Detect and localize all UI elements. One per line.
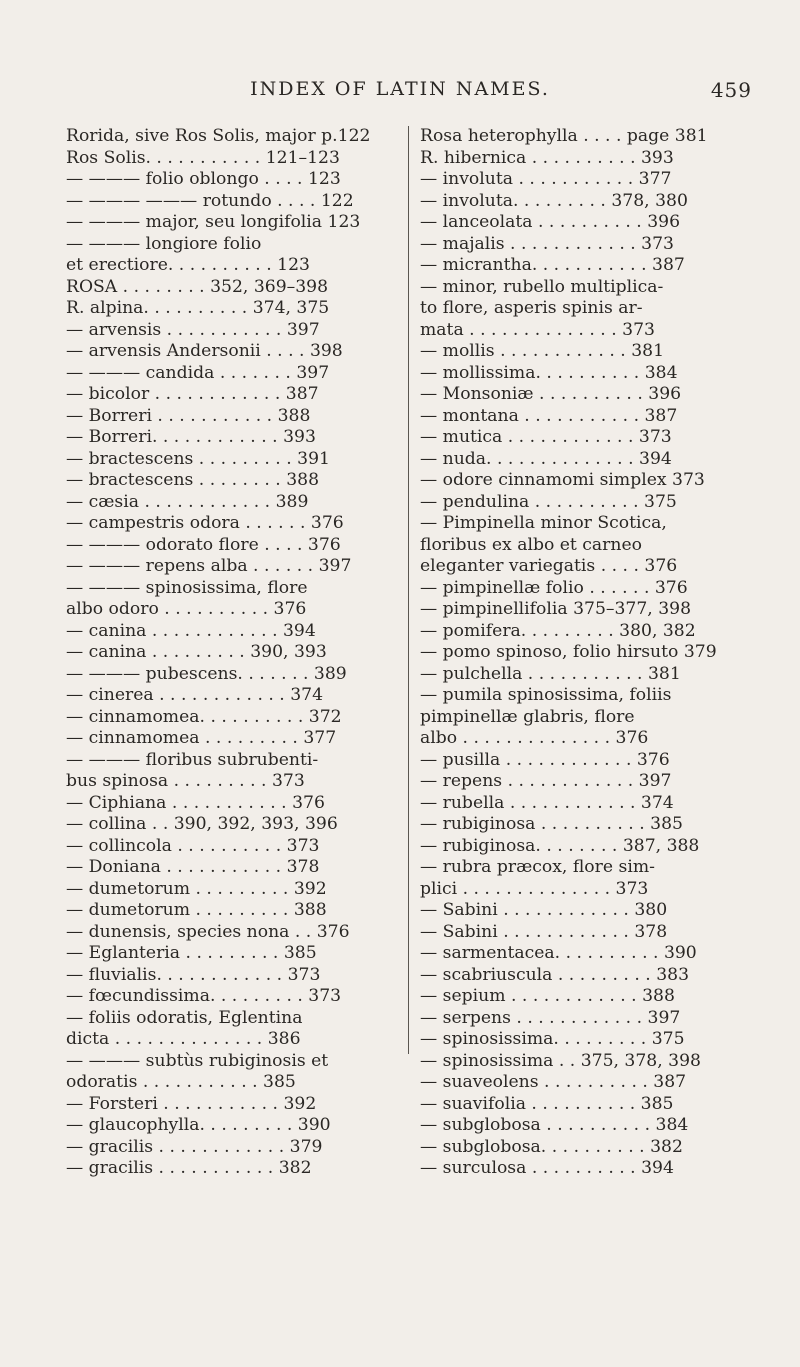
index-entry: — pendulina . . . . . . . . . . 375: [420, 491, 677, 512]
page-number: 459: [710, 78, 752, 102]
index-entry: — gracilis . . . . . . . . . . . 382: [66, 1158, 312, 1178]
index-entry: — pomifera. . . . . . . . . 380, 382: [420, 620, 696, 641]
index-entry: — sarmentacea. . . . . . . . . . 390: [420, 943, 697, 963]
page-title: INDEX OF LATIN NAMES.: [250, 78, 550, 100]
index-entry: — rubiginosa. . . . . . . . 387, 388: [420, 835, 700, 856]
index-entry: — pulchella . . . . . . . . . . . 381: [420, 663, 681, 684]
index-entry: — nuda. . . . . . . . . . . . . . 394: [420, 448, 672, 469]
index-entry: Ros Solis. . . . . . . . . . . 121–123: [66, 147, 340, 168]
index-entry: — campestris odora . . . . . . 376: [66, 513, 344, 533]
index-entry: — arvensis . . . . . . . . . . . 397: [66, 319, 320, 340]
index-entry: plici . . . . . . . . . . . . . . 373: [420, 878, 649, 899]
index-entry: et erectiore. . . . . . . . . . 123: [66, 255, 310, 275]
index-entry: — micrantha. . . . . . . . . . . 387: [420, 255, 685, 275]
index-entry: — bractescens . . . . . . . . 388: [66, 470, 320, 490]
index-entry: — ——— floribus subrubenti-: [66, 749, 319, 770]
index-entry: — repens . . . . . . . . . . . . 397: [420, 771, 672, 791]
index-entry: — montana . . . . . . . . . . . 387: [420, 405, 678, 426]
index-entry: albo . . . . . . . . . . . . . . 376: [420, 728, 649, 748]
index-entry: R. hibernica . . . . . . . . . . 393: [420, 147, 674, 168]
index-entry: — subglobosa . . . . . . . . . . 384: [420, 1115, 689, 1135]
index-entry: — Pimpinella minor Scotica,: [420, 513, 667, 533]
index-entry: — pumila spinosissima, foliis: [420, 685, 672, 705]
index-entry: — gracilis . . . . . . . . . . . . 379: [66, 1136, 323, 1157]
index-entry: mata . . . . . . . . . . . . . . 373: [420, 319, 655, 340]
index-entry: — spinosissima . . 375, 378, 398: [420, 1050, 701, 1071]
index-entry: pimpinellæ glabris, flore: [420, 706, 635, 727]
index-entry: — arvensis Andersonii . . . . 398: [66, 341, 343, 361]
index-entry: — lanceolata . . . . . . . . . . 396: [420, 212, 681, 232]
index-entry: — sepium . . . . . . . . . . . . 388: [420, 986, 675, 1006]
index-entry: — pomo spinoso, folio hirsuto 379: [420, 642, 717, 662]
index-entry: — glaucophylla. . . . . . . . . 390: [66, 1115, 331, 1135]
index-entry: — serpens . . . . . . . . . . . . 397: [420, 1007, 681, 1028]
index-entry: — surculosa . . . . . . . . . . 394: [420, 1158, 674, 1178]
index-entry: — rubella . . . . . . . . . . . . 374: [420, 792, 674, 813]
index-entry: — odore cinnamomi simplex 373: [420, 470, 705, 490]
left-index-column: [66, 126, 406, 1180]
index-entry: — Forsteri . . . . . . . . . . . 392: [66, 1093, 317, 1114]
index-entry: — Eglanteria . . . . . . . . . 385: [66, 943, 317, 963]
index-entry: — cinnamomea. . . . . . . . . . 372: [66, 706, 342, 727]
index-entry: — ——— longiore folio: [66, 233, 262, 254]
index-entry: — ——— ——— rotundo . . . . 122: [66, 190, 354, 211]
index-entry: — ——— candida . . . . . . . 397: [66, 362, 330, 383]
index-entry: — ——— repens alba . . . . . . 397: [66, 556, 352, 576]
page-header: [0, 78, 800, 108]
index-entry: — Doniana . . . . . . . . . . . 378: [66, 857, 320, 877]
index-entry: — involuta. . . . . . . . . 378, 380: [420, 190, 688, 211]
index-entry: — cinerea . . . . . . . . . . . . 374: [66, 685, 324, 705]
index-entry: — pimpinellifolia 375–377, 398: [420, 599, 692, 619]
index-entry: — mollissima. . . . . . . . . . 384: [420, 362, 678, 383]
index-entry: — ——— subtùs rubiginosis et: [66, 1050, 329, 1071]
index-entry: — bicolor . . . . . . . . . . . . 387: [66, 384, 319, 404]
index-entry: — cæsia . . . . . . . . . . . . 389: [66, 491, 309, 512]
index-entry: — collincola . . . . . . . . . . 373: [66, 835, 320, 856]
column-divider: [408, 126, 409, 1054]
index-entry: — Borreri . . . . . . . . . . . 388: [66, 405, 311, 426]
index-entry: Rosa heterophylla . . . . page 381: [420, 126, 708, 146]
index-entry: — subglobosa. . . . . . . . . . 382: [420, 1136, 683, 1157]
index-entry: bus spinosa . . . . . . . . . 373: [66, 771, 305, 791]
index-entry: albo odoro . . . . . . . . . . 376: [66, 599, 307, 619]
index-entry: — mutica . . . . . . . . . . . . 373: [420, 427, 672, 447]
index-entry: — rubiginosa . . . . . . . . . . 385: [420, 814, 683, 834]
index-entry: — ——— odorato flore . . . . 376: [66, 534, 341, 555]
index-entry: — dunensis, species nona . . 376: [66, 921, 350, 942]
index-entry: — dumetorum . . . . . . . . . 388: [66, 900, 327, 920]
index-entry: — ——— pubescens. . . . . . . 389: [66, 663, 347, 684]
index-entry: — Monsoniæ . . . . . . . . . . 396: [420, 384, 682, 404]
index-entry: — Borreri. . . . . . . . . . . . 393: [66, 427, 316, 447]
index-entry: odoratis . . . . . . . . . . . 385: [66, 1072, 296, 1092]
index-entry: — involuta . . . . . . . . . . . 377: [420, 169, 672, 189]
index-entry: to flore, asperis spinis ar-: [420, 298, 643, 318]
index-entry: — foliis odoratis, Eglentina: [66, 1007, 303, 1028]
index-entry: — majalis . . . . . . . . . . . . 373: [420, 233, 674, 254]
index-entry: — ——— folio oblongo . . . . 123: [66, 169, 341, 189]
index-entry: — dumetorum . . . . . . . . . 392: [66, 878, 327, 899]
index-entry: — ——— spinosissima, flore: [66, 577, 308, 598]
right-index-column: [420, 126, 754, 1180]
index-entry: eleganter variegatis . . . . 376: [420, 556, 678, 576]
index-entry: — pimpinellæ folio . . . . . . 376: [420, 577, 688, 598]
index-entry: — fluvialis. . . . . . . . . . . . 373: [66, 964, 321, 985]
index-entry: dicta . . . . . . . . . . . . . . 386: [66, 1029, 301, 1049]
index-entry: floribus ex albo et carneo: [420, 534, 642, 555]
index-entry: — ——— major, seu longifolia 123: [66, 212, 361, 232]
index-entry: — Ciphiana . . . . . . . . . . . 376: [66, 792, 325, 813]
index-entry: — suavifolia . . . . . . . . . . 385: [420, 1093, 674, 1114]
index-entry: — rubra præcox, flore sim-: [420, 857, 655, 877]
index-entry: — bractescens . . . . . . . . . 391: [66, 448, 330, 469]
index-entry: — minor, rubello multiplica-: [420, 276, 664, 297]
index-entry: R. alpina. . . . . . . . . . 374, 375: [66, 298, 330, 318]
index-entry: — cinnamomea . . . . . . . . . 377: [66, 728, 337, 748]
index-entry: — spinosissima. . . . . . . . . 375: [420, 1029, 685, 1049]
index-entry: — canina . . . . . . . . . . . . 394: [66, 620, 316, 641]
index-entry: — mollis . . . . . . . . . . . . 381: [420, 341, 664, 361]
index-entry: — scabriuscula . . . . . . . . . 383: [420, 964, 689, 985]
index-entry: — pusilla . . . . . . . . . . . . 376: [420, 749, 670, 770]
index-entry: — fœcundissima. . . . . . . . . 373: [66, 986, 342, 1006]
index-entry: — collina . . 390, 392, 393, 396: [66, 814, 338, 834]
index-entry: ROSA . . . . . . . . 352, 369–398: [66, 276, 329, 297]
index-entry: — suaveolens . . . . . . . . . . 387: [420, 1072, 687, 1092]
index-entry: — canina . . . . . . . . . 390, 393: [66, 642, 327, 662]
index-entry: — Sabini . . . . . . . . . . . . 380: [420, 900, 668, 920]
index-entry: Rorida, sive Ros Solis, major p.122: [66, 126, 371, 146]
index-entry: — Sabini . . . . . . . . . . . . 378: [420, 921, 668, 942]
